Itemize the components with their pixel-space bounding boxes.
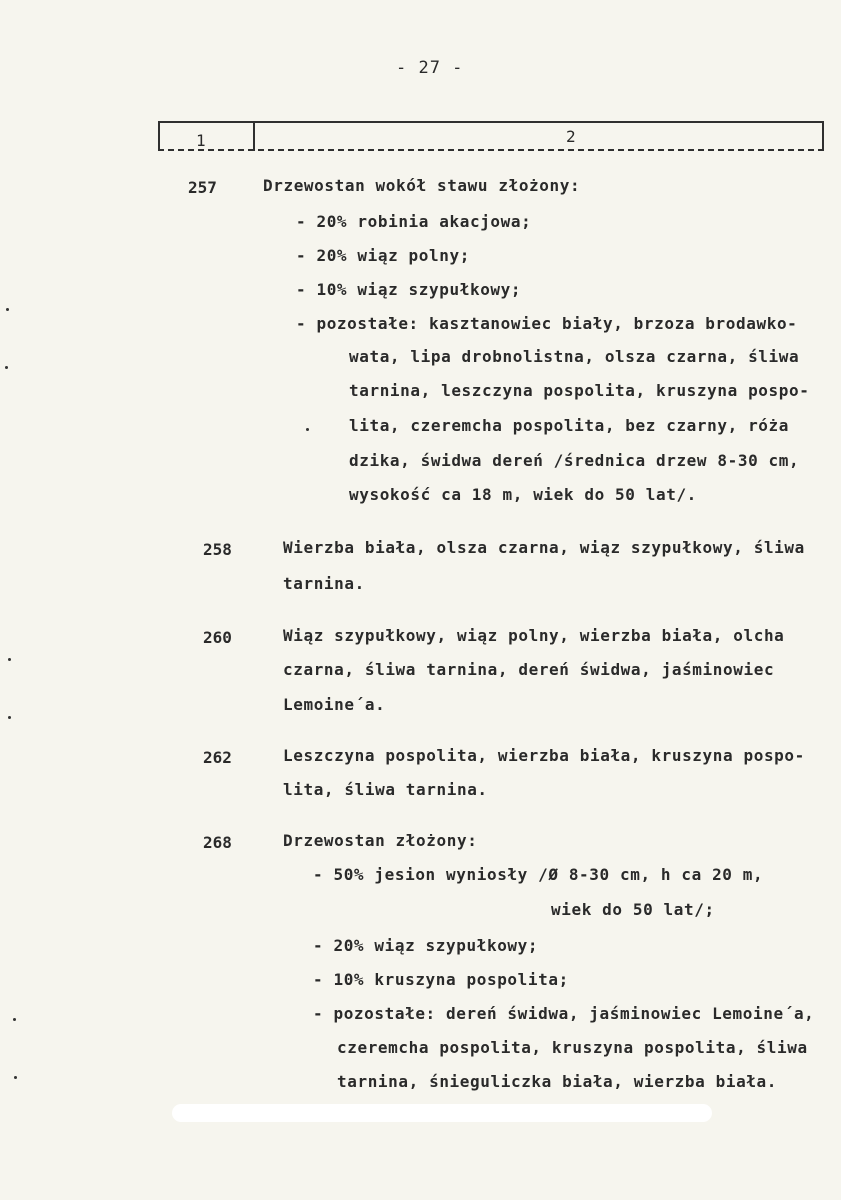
entry-line: czarna, śliwa tarnina, dereń świdwa, jaśminowiec — [283, 660, 775, 679]
scan-speck — [5, 366, 8, 369]
column-header-2: 2 — [566, 127, 576, 146]
entry-number: 258 — [203, 540, 232, 559]
scan-speck — [8, 716, 11, 719]
entry-line: dzika, świdwa dereń /średnica drzew 8-30 cm, — [349, 451, 800, 470]
entry-line: - 10% wiąz szypułkowy; — [296, 280, 522, 299]
scan-speck — [8, 658, 11, 661]
entry-line: tarnina, leszczyna pospolita, kruszyna pospo- — [349, 381, 810, 400]
entry-line: lita, śliwa tarnina. — [283, 780, 488, 799]
column-header-1: 1 — [196, 131, 206, 150]
entry-line: lita, czeremcha pospolita, bez czarny, róża — [349, 416, 790, 435]
entry-line: - 20% wiąz polny; — [296, 246, 470, 265]
entry-number: 260 — [203, 628, 232, 647]
entry-line: - pozostałe: kasztanowiec biały, brzoza brodawko- — [296, 314, 798, 333]
entry-number: 262 — [203, 748, 232, 767]
scan-speck — [13, 1018, 16, 1021]
entry-line: Leszczyna pospolita, wierzba biała, kruszyna pospo- — [283, 746, 805, 765]
column-separator — [253, 121, 255, 151]
entry-line: czeremcha pospolita, kruszyna pospolita, śliwa — [337, 1038, 808, 1057]
column-header-border — [158, 121, 824, 151]
entry-line: Lemoine´a. — [283, 695, 386, 714]
entry-line: - 50% jesion wyniosły /Ø 8-30 cm, h ca 20 m, — [313, 865, 764, 884]
entry-line: Wiąz szypułkowy, wiąz polny, wierzba biała, olcha — [283, 626, 785, 645]
scan-speck — [6, 308, 9, 311]
entry-line: Drzewostan wokół stawu złożony: — [263, 176, 581, 195]
entry-number: 268 — [203, 833, 232, 852]
entry-number: 257 — [188, 178, 217, 197]
scan-speck — [14, 1076, 17, 1079]
entry-line: Wierzba biała, olsza czarna, wiąz szypułkowy, śliwa — [283, 538, 805, 557]
entry-line: tarnina, śnieguliczka biała, wierzba biała. — [337, 1072, 778, 1091]
entry-line: - 10% kruszyna pospolita; — [313, 970, 569, 989]
entry-line: Drzewostan złożony: — [283, 831, 478, 850]
entry-line: tarnina. — [283, 574, 365, 593]
entry-line: wysokość ca 18 m, wiek do 50 lat/. — [349, 485, 697, 504]
scan-speck — [306, 428, 309, 431]
entry-line: wata, lipa drobnolistna, olsza czarna, śliwa — [349, 347, 800, 366]
entry-line: wiek do 50 lat/; — [551, 900, 715, 919]
whiteout-strip — [172, 1104, 712, 1122]
column-header-table — [158, 121, 824, 151]
entry-line: - 20% wiąz szypułkowy; — [313, 936, 539, 955]
page-number: - 27 - — [396, 58, 464, 78]
entry-line: - pozostałe: dereń świdwa, jaśminowiec Lemoine´a, — [313, 1004, 815, 1023]
entry-line: - 20% robinia akacjowa; — [296, 212, 532, 231]
